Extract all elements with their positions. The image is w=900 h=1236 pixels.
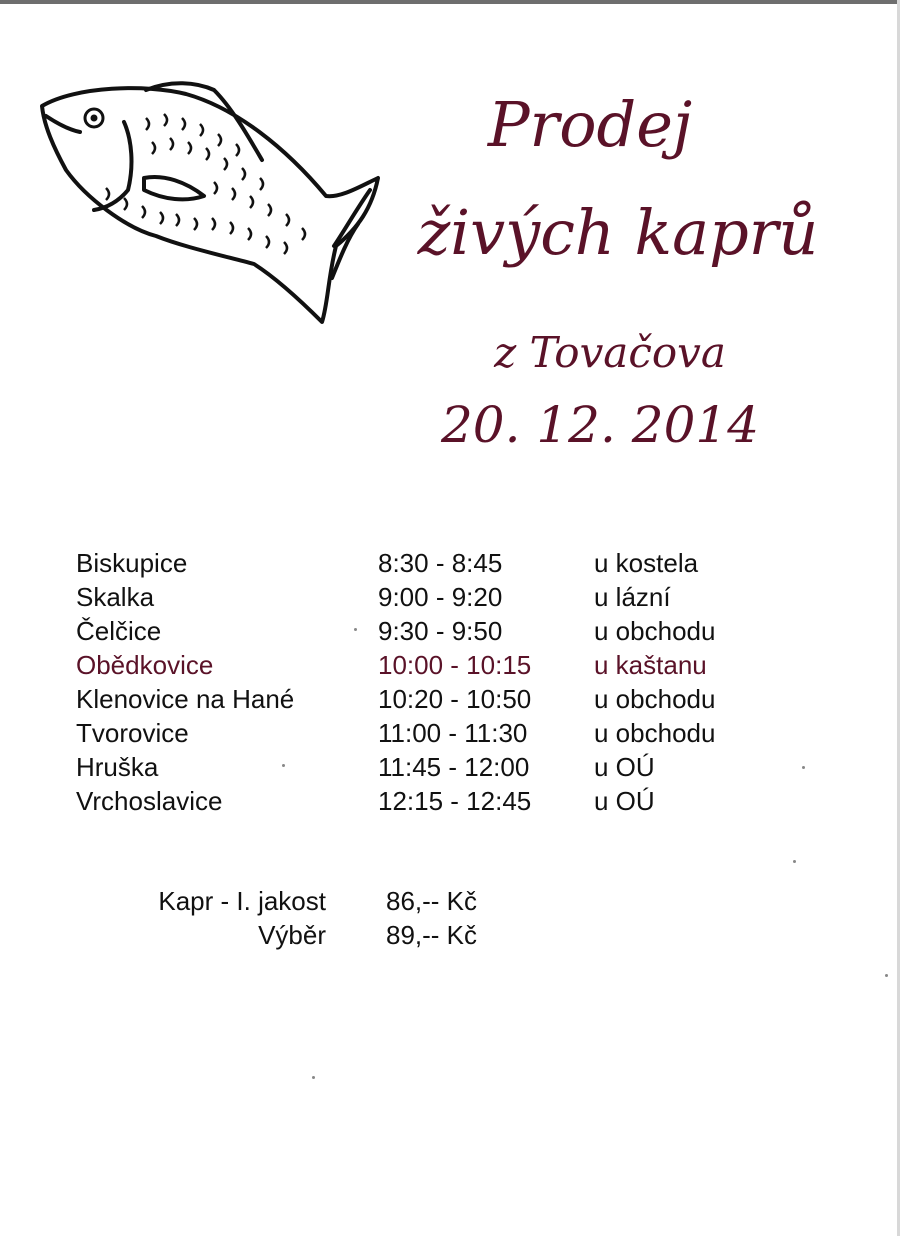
schedule-location: u OÚ [594,752,655,782]
title-line-1: Prodej [487,88,693,161]
price-value: 89,-- Kč [386,920,478,950]
schedule-time: 9:30 - 9:50 [378,616,503,646]
scan-speck [885,974,888,977]
page-edge-top [0,0,900,4]
schedule-place: Obědkovice [76,650,214,680]
title-line-2: živých kaprů [417,196,819,269]
schedule-row [76,752,796,786]
scan-speck [282,764,285,767]
scan-speck [312,1076,315,1079]
schedule-time: 8:30 - 8:45 [378,548,503,578]
schedule-row [76,718,796,752]
schedule-place: Skalka [76,582,155,612]
schedule-row [76,582,796,616]
schedule-location: u lázní [594,582,671,612]
schedule-location: u obchodu [594,616,716,646]
schedule-place: Čelčice [76,616,162,646]
price-value: 86,-- Kč [386,886,478,916]
scan-speck [354,628,357,631]
schedule-location: u obchodu [594,684,716,714]
title-date: 20. 12. 2014 [440,396,760,454]
schedule-place: Hruška [76,752,159,782]
scan-speck [802,766,805,769]
schedule-location: u kostela [594,548,699,578]
schedule-time: 12:15 - 12:45 [378,786,532,816]
price-label: Výběr [258,920,326,950]
price-row [126,920,626,954]
schedule-row [76,786,796,820]
schedule-time: 10:00 - 10:15 [378,650,532,680]
schedule-place: Tvorovice [76,718,189,748]
schedule-row [76,684,796,718]
scan-speck [793,860,796,863]
schedule-place: Biskupice [76,548,188,578]
schedule-location: u OÚ [594,786,655,816]
schedule-row [76,616,796,650]
schedule-row-highlighted [76,650,796,684]
title-origin: z Tovačova [494,328,726,377]
schedule-time: 11:45 - 12:00 [378,752,530,782]
schedule-place: Vrchoslavice [76,786,223,816]
schedule-location: u obchodu [594,718,716,748]
schedule-time: 9:00 - 9:20 [378,582,503,612]
fish-icon [36,78,384,328]
price-list [126,886,626,954]
price-label: Kapr - I. jakost [158,886,326,916]
schedule-place: Klenovice na Hané [76,684,295,714]
schedule-time: 11:00 - 11:30 [378,718,528,748]
price-row [126,886,626,920]
schedule-time: 10:20 - 10:50 [378,684,532,714]
schedule-row [76,548,796,582]
schedule-table [76,548,796,820]
schedule-location: u kaštanu [594,650,707,680]
